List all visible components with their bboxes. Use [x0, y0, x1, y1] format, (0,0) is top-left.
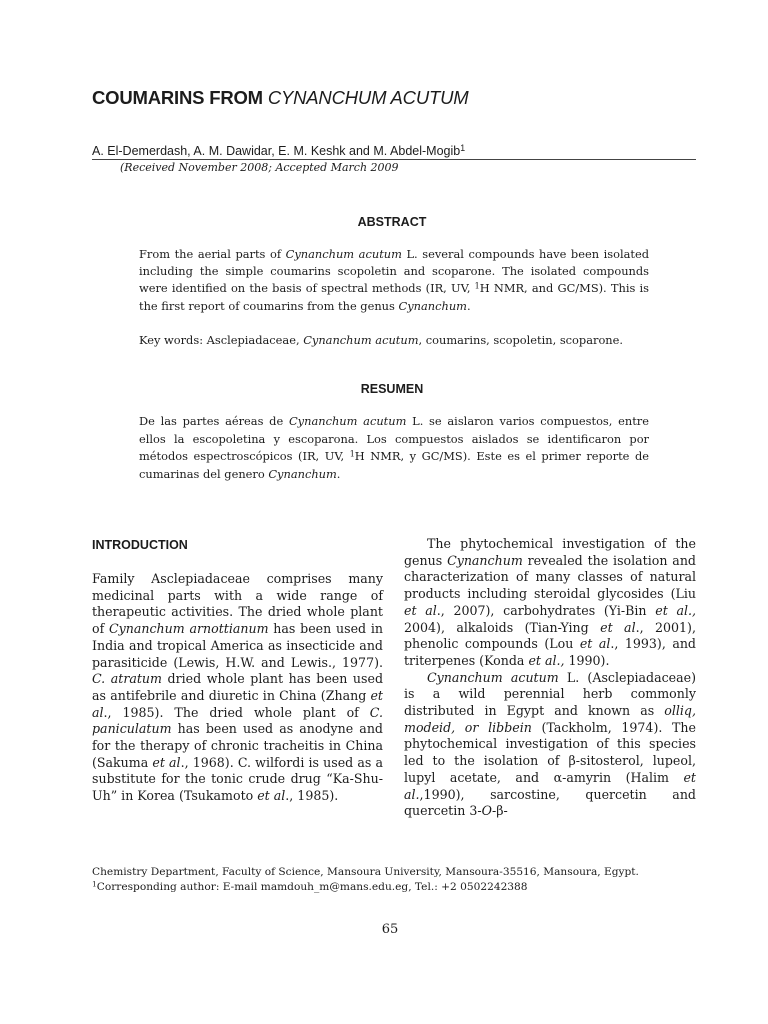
species-paragraph: Cynanchum acutum L. (Asclepiadaceae) is a wild perennial herb commonly distributed in Egypt and known as olliq, modeid, or libbein (Tackholm, 1974). The phytochemical investigation of this species led to the isolation of β-sitosterol, lupeol, lupyl acetate, and α-amyrin (Halim et al.,1990), sarcostine, quercetin and quercetin 3-O-β- — [404, 669, 696, 819]
introduction-right-column — [404, 536, 696, 820]
resumen-paragraph: De las partes aéreas de Cynanchum acutum L. se aislaron varios compuestos, entre ellos la escopoletina y escoparona. Los compuestos aislados se identificaron por métodos espectroscópicos (IR, UV, $^1$H NMR, y GC/MS). Este es el primer reporte de cumarinas del genero Cynanchum. — [139, 414, 649, 481]
author-affiliation-mark: 1 — [460, 143, 466, 154]
affiliation-line: Chemistry Department, Faculty of Science, Mansoura University, Mansoura-35516, Mansoura, Egypt. — [92, 866, 639, 878]
page-number: 65 — [381, 922, 399, 937]
author-list — [92, 144, 465, 158]
resumen-heading: RESUMEN — [360, 382, 424, 396]
introduction-paragraph: Family Asclepiadaceae comprises many medicinal parts with a wide range of therapeutic activities. The dried whole plant of Cynanchum arnottianum has been used in India and tropical America as insecticide and parasiticide (Lewis, H.W. and Lewis., 1977). C. atratum dried whole plant has been used as antifebrile and diuretic in China (Zhang et al., 1985). The dried whole plant of C. paniculatum has been used as anodyne and for the therapy of chronic tracheitis in China (Sakuma et al., 1968). C. wilfordi is used as a substitute for the tonic crude drug “Ka-Shu-Uh” in Korea (Tsukamoto et al., 1985). — [92, 571, 384, 804]
abstract-heading: ABSTRACT — [357, 215, 427, 229]
resumen-body — [139, 413, 649, 483]
introduction-left-column — [92, 571, 383, 805]
abstract-paragraph: From the aerial parts of Cynanchum acutum L. several compounds have been isolated including the simple coumarins scopoletin and scoparone. The isolated compounds were identified on the basis of spectral methods (IR, UV, $^1$H NMR, and GC/MS). This is the first report of coumarins from the genus Cynanchum. — [139, 247, 649, 313]
introduction-heading: INTRODUCTION — [92, 538, 188, 552]
phytochemistry-paragraph: The phytochemical investigation of the genus Cynanchum revealed the isolation and characterization of many classes of natural products including steroidal glycosides (Liu et al., 2007), carbohydrates (Yi-Bin et al., 2004), alkaloids (Tian-Ying et al., 2001), phenolic compounds (Lou et al., 1993), and triterpenes (Konda et al., 1990). — [404, 536, 697, 668]
title-species: CYNANCHUM ACUTUM — [267, 87, 469, 108]
author-names: A. El-Demerdash, A. M. Dawidar, E. M. Keshk and M. Abdel-Mogib — [92, 144, 461, 158]
received-dates: (Received November 2008; Accepted March 2009 — [120, 161, 399, 174]
abstract-keywords: Key words: Asclepiadaceae, Cynanchum acutum, coumarins, scopoletin, scoparone. — [139, 332, 623, 347]
paper-title — [92, 87, 468, 109]
corresponding-author-line: $^1$Corresponding author: E-mail mamdouh_m@mans.edu.eg, Tel.: +2 0502242388 — [92, 879, 528, 893]
title-text: COUMARINS FROM — [92, 87, 268, 108]
footnote — [92, 865, 712, 894]
abstract-body — [139, 246, 649, 349]
header-rule — [92, 159, 696, 160]
